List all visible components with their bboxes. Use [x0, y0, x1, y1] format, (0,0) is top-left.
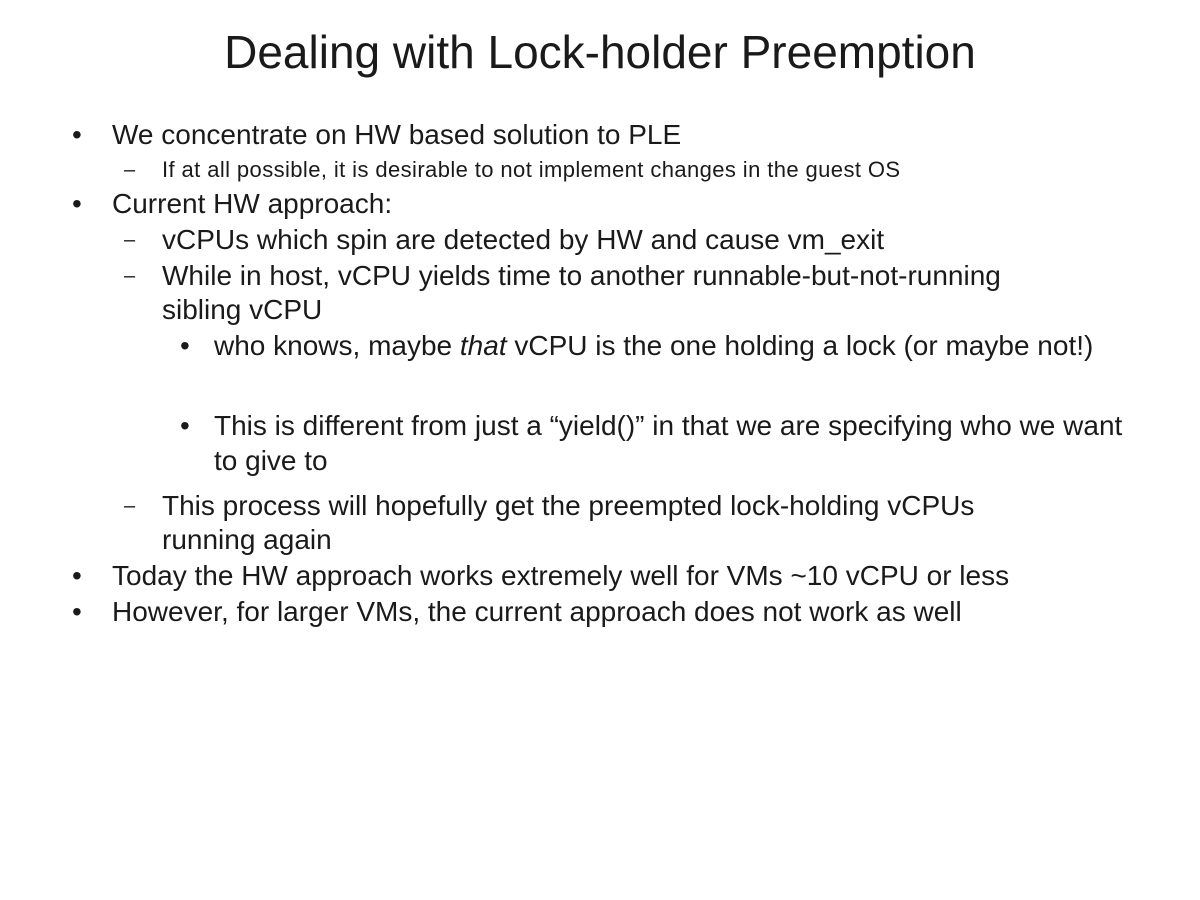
- text-segment: vCPU is the one holding a lock (or maybe not!): [506, 330, 1094, 361]
- bullet-dot-icon: •: [72, 596, 82, 627]
- bullet-dot-icon: •: [72, 119, 82, 150]
- emphasis-text: that: [459, 330, 507, 361]
- bullet-item: [72, 558, 1162, 593]
- sub-bullet-item: [124, 259, 1084, 327]
- dash-icon: –: [124, 159, 136, 181]
- bullet-item: [72, 117, 1162, 152]
- bullet-dot-icon: •: [180, 330, 190, 361]
- sub-sub-bullet-item: [180, 408, 1140, 478]
- dash-icon: –: [124, 265, 136, 287]
- text-segment: who knows, maybe: [214, 330, 460, 361]
- bullet-text: Today the HW approach works extremely well for VMs ~10 vCPU or less: [112, 560, 1010, 591]
- bullet-dot-icon: •: [72, 560, 82, 591]
- bullet-dot-icon: •: [72, 188, 82, 219]
- dash-icon: –: [124, 229, 136, 251]
- bullet-item: [72, 594, 1162, 629]
- sub-bullet-item: [124, 489, 1064, 557]
- bullet-item: [72, 186, 1162, 221]
- bullet-text: We concentrate on HW based solution to PLE: [112, 119, 682, 150]
- slide-title: Dealing with Lock-holder Preemption: [224, 26, 976, 78]
- dash-icon: –: [124, 495, 136, 517]
- bullet-dot-icon: •: [180, 410, 190, 441]
- sub-bullet-item: [124, 223, 1144, 257]
- sub-bullet-text: vCPUs which spin are detected by HW and cause vm_exit: [162, 224, 885, 255]
- sub-bullet-item: [124, 155, 1144, 185]
- bullet-text: However, for larger VMs, the current approach does not work as well: [112, 596, 962, 627]
- bullet-text: Current HW approach:: [112, 188, 393, 219]
- sub-bullet-text: If at all possible, it is desirable to not implement changes in the guest OS: [162, 157, 901, 182]
- sub-bullet-text: This process will hopefully get the preempted lock-holding vCPUs running again: [162, 490, 975, 555]
- sub-bullet-text: While in host, vCPU yields time to another runnable-but-not-running sibling vCPU: [162, 260, 1001, 325]
- sub-sub-bullet-item: [180, 328, 1120, 363]
- sub-sub-bullet-text: This is different from just a “yield()” in that we are specifying who we want to give to: [214, 410, 1123, 476]
- sub-sub-bullet-text: [180, 328, 1120, 363]
